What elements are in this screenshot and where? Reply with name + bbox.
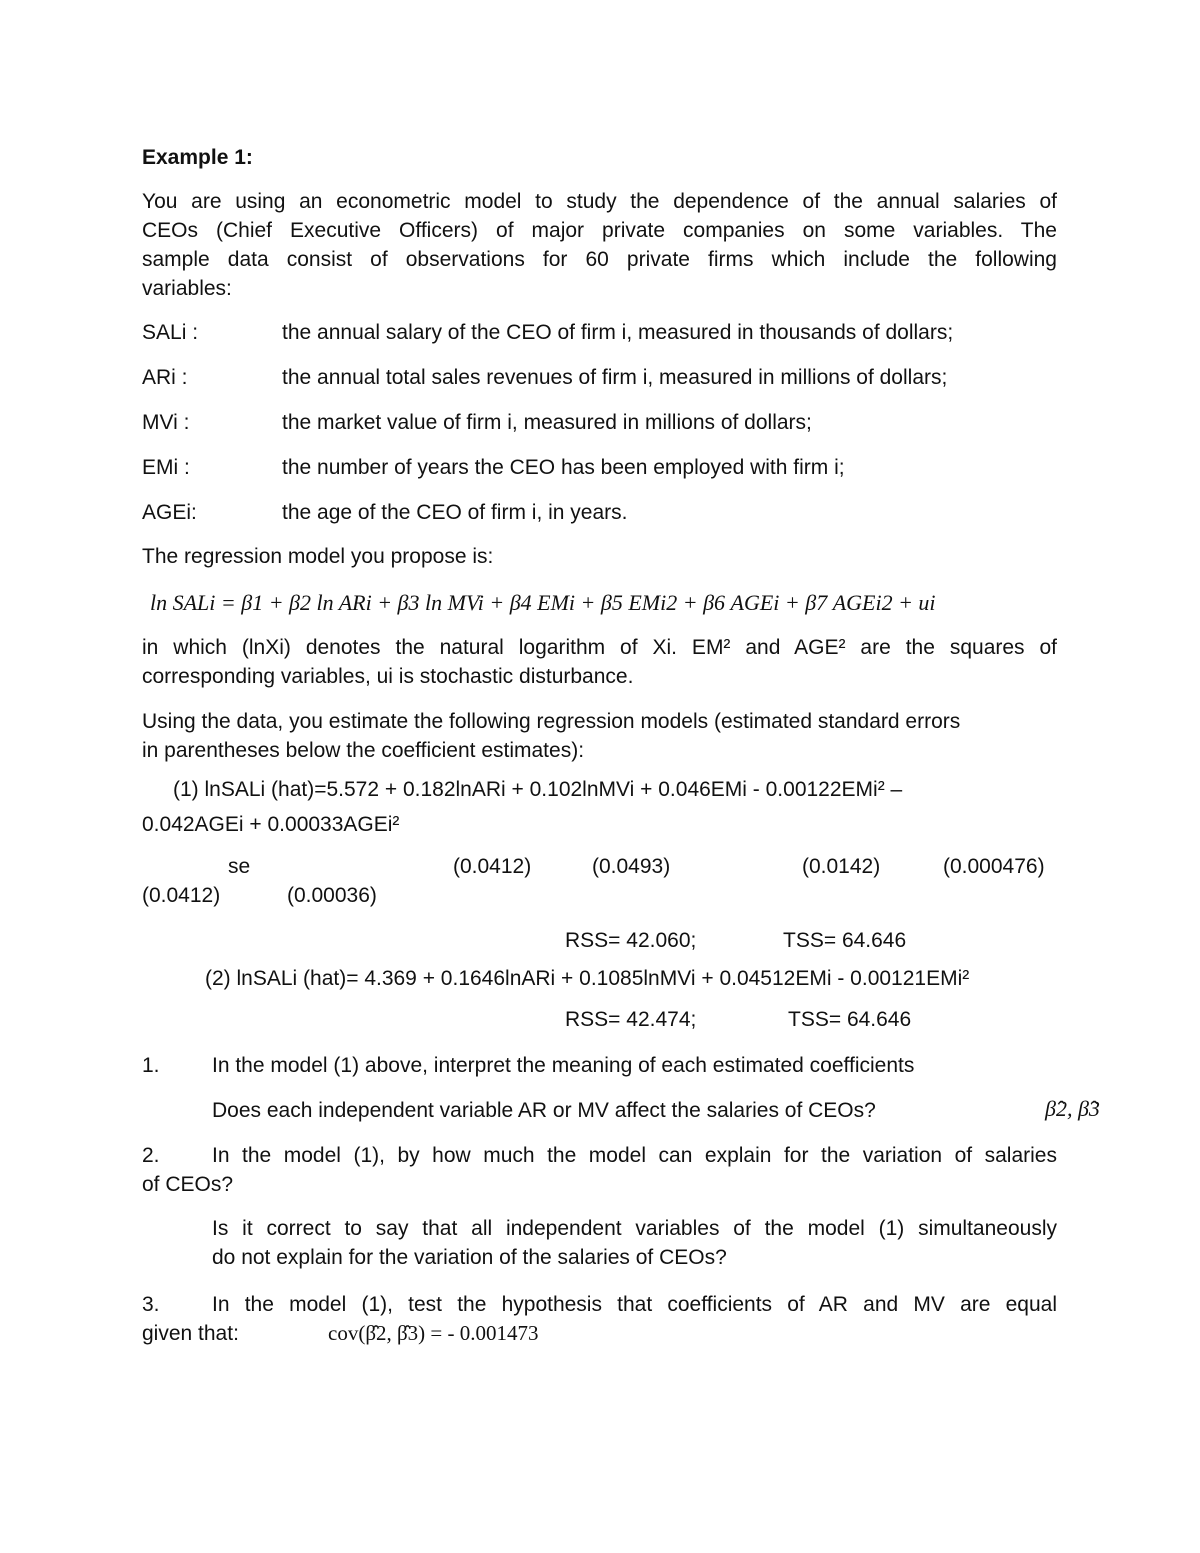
question-1-text: In the model (1) above, interpret the meaning of each estimated coefficients [212,1054,915,1077]
model2-line-1: (2) lnSALi (hat)= 4.369 + 0.1646lnARi + 0.1085lnMVi + 0.04512EMi - 0.00121EMi² [205,967,970,990]
question-3-number: 3. [142,1293,160,1316]
question-1-number: 1. [142,1054,160,1077]
question-2-sub-line-1: Is it correct to say that all independent variables of the model (1) simultaneously [212,1217,1057,1240]
model2-rss: RSS= 42.474; [565,1008,697,1031]
var-name-ar: ARi : [142,366,188,389]
var-desc-age: the age of the CEO of firm i, in years. [282,501,628,524]
question-2-text-line-2: of CEOs? [142,1173,234,1196]
estimate-intro-line-2: in parentheses below the coefficient estimates): [142,739,585,762]
intro-line-1: You are using an econometric model to study the dependence of the annual salaries of [142,190,1057,213]
intro-line-2: CEOs (Chief Executive Officers) of major private companies on some variables. The [142,219,1057,242]
model-intro: The regression model you propose is: [142,545,494,568]
model-note-line-2: corresponding variables, ui is stochastic disturbance. [142,665,634,688]
model1-se-2: (0.0493) [592,855,671,878]
estimate-intro-line-1: Using the data, you estimate the following regression models (estimated standard errors [142,710,961,733]
model1-line-2: 0.042AGEi + 0.00033AGEi² [142,813,400,836]
var-name-mv: MVi : [142,411,190,434]
var-desc-ar: the annual total sales revenues of firm i, measured in millions of dollars; [282,366,948,389]
model1-se-4: (0.000476) [943,855,1045,878]
model-equation: ln SALi = β1 + β2 ln ARi + β3 ln MVi + β4 EMi + β5 EMi2 + β6 AGEi + β7 AGEi2 + ui [150,590,936,615]
question-1-sub: Does each independent variable AR or MV affect the salaries of CEOs? [212,1099,876,1122]
model1-se-3: (0.0142) [802,855,881,878]
question-3-text-line-1: In the model (1), test the hypothesis that coefficients of AR and MV are equal [212,1293,1057,1316]
model1-se-6: (0.00036) [287,884,377,907]
question-2-text-line-1: In the model (1), by how much the model can explain for the variation of salaries [212,1144,1057,1167]
model1-tss: TSS= 64.646 [783,929,907,952]
model-note-line-1: in which (lnXi) denotes the natural logarithm of Xi. EM² and AGE² are the squares of [142,636,1057,659]
var-desc-mv: the market value of firm i, measured in millions of dollars; [282,411,812,434]
var-name-em: EMi : [142,456,190,479]
question-3-formula: cov(β̂2, β̂3) = - 0.001473 [328,1321,539,1345]
question-2-number: 2. [142,1144,160,1167]
intro-line-3: sample data consist of observations for 60 private firms which include the following [142,248,1057,271]
var-name-sal: SALi : [142,321,199,344]
var-desc-em: the number of years the CEO has been employed with firm i; [282,456,845,479]
model2-tss: TSS= 64.646 [788,1008,912,1031]
page-title: Example 1: [142,146,253,169]
model1-se-1: (0.0412) [453,855,532,878]
var-name-age: AGEi: [142,501,197,524]
model1-se-5: (0.0412) [142,884,221,907]
question-2-sub-line-2: do not explain for the variation of the salaries of CEOs? [212,1246,727,1269]
question-3-text-line-2: given that: [142,1322,239,1345]
model1-line-1: (1) lnSALi (hat)=5.572 + 0.182lnARi + 0.102lnMVi + 0.046EMi - 0.00122EMi² – [173,778,903,801]
intro-line-4: variables: [142,277,232,300]
var-desc-sal: the annual salary of the CEO of firm i, measured in thousands of dollars; [282,321,954,344]
model1-rss: RSS= 42.060; [565,929,697,952]
model1-se-label: se [228,855,251,878]
question-1-formula: β̂2, β̂3 [1045,1096,1100,1121]
